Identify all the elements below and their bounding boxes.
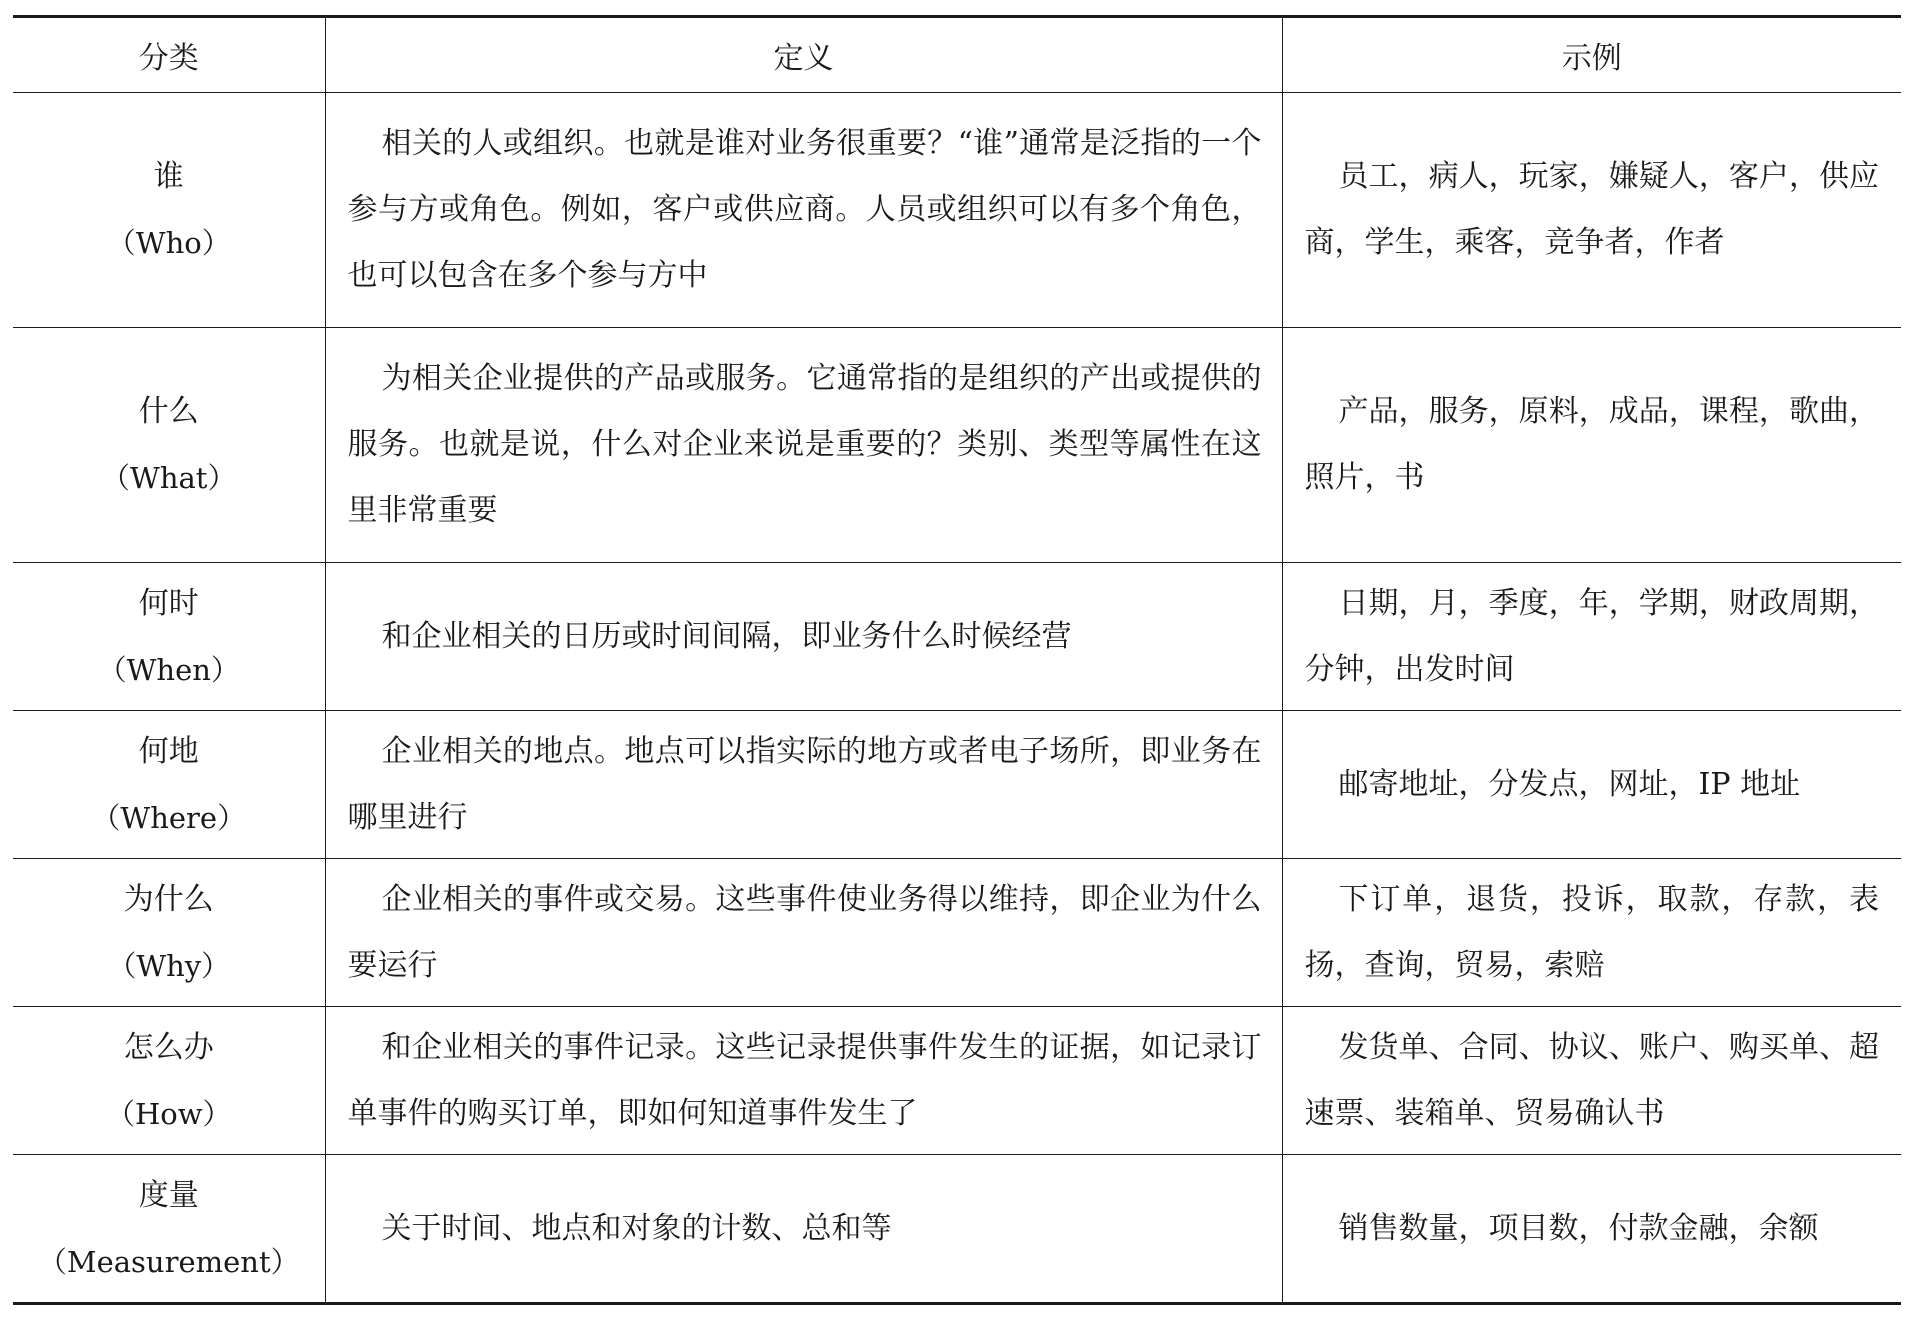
definition-cell: 相关的人或组织。也就是谁对业务很重要？“谁”通常是泛指的一个参与方或角色。例如，客户或供应商。人员或组织可以有多个角色，也可以包含在多个参与方中 [325,93,1282,328]
category-name: 为什么 [123,881,214,917]
category-english: （Who） [106,226,231,260]
category-name: 谁 [153,159,184,194]
table-row [13,563,1901,711]
definition-cell: 为相关企业提供的产品或服务。它通常指的是组织的产出或提供的服务。也就是说，什么对企业来说是重要的？类别、类型等属性在这里非常重要 [325,328,1282,563]
table-row [13,328,1901,563]
table-row [13,1007,1901,1155]
classification-table [13,15,1901,1305]
category-english: （Why） [107,948,231,983]
header-category: 分类 [13,17,325,93]
examples-cell: 下订单，退货，投诉，取款，存款，表扬，查询，贸易，索赔 [1282,859,1901,1007]
category-english: （What） [101,461,237,495]
table-row [13,93,1901,328]
category-english: （Measurement） [37,1244,300,1279]
table-header-row [13,17,1901,93]
examples-cell: 员工，病人，玩家，嫌疑人，客户，供应商，学生，乘客，竞争者，作者 [1282,93,1901,328]
definition-cell: 关于时间、地点和对象的计数、总和等 [325,1155,1282,1304]
examples-cell: 销售数量，项目数，付款金融，余额 [1282,1155,1901,1304]
category-cell [13,93,325,328]
classification-table-container [13,15,1901,1305]
category-english: （Where） [91,800,247,835]
definition-cell: 和企业相关的日历或时间间隔，即业务什么时候经营 [325,563,1282,711]
definition-cell: 企业相关的地点。地点可以指实际的地方或者电子场所，即业务在哪里进行 [325,711,1282,859]
definition-cell: 和企业相关的事件记录。这些记录提供事件发生的证据，如记录订单事件的购买订单，即如何知道事件发生了 [325,1007,1282,1155]
category-name: 何地 [138,733,199,769]
examples-cell: 日期，月，季度，年，学期，财政周期，分钟，出发时间 [1282,563,1901,711]
header-examples: 示例 [1282,17,1901,93]
category-english: （How） [105,1096,232,1131]
category-cell [13,563,325,711]
definition-cell: 企业相关的事件或交易。这些事件使业务得以维持，即企业为什么要运行 [325,859,1282,1007]
table-row [13,1155,1901,1304]
category-name: 何时 [138,585,199,621]
examples-cell: 产品，服务，原料，成品，课程，歌曲，照片，书 [1282,328,1901,563]
category-cell [13,711,325,859]
examples-cell: 邮寄地址，分发点，网址，IP 地址 [1282,711,1901,859]
category-name: 什么 [138,394,199,429]
table-row [13,711,1901,859]
category-name: 怎么办 [123,1029,214,1065]
header-definition: 定义 [325,17,1282,93]
category-cell [13,859,325,1007]
category-english: （When） [97,652,240,687]
category-cell [13,1155,325,1304]
category-cell [13,328,325,563]
examples-cell: 发货单、合同、协议、账户、购买单、超速票、装箱单、贸易确认书 [1282,1007,1901,1155]
category-cell [13,1007,325,1155]
table-row [13,859,1901,1007]
category-name: 度量 [138,1177,199,1213]
